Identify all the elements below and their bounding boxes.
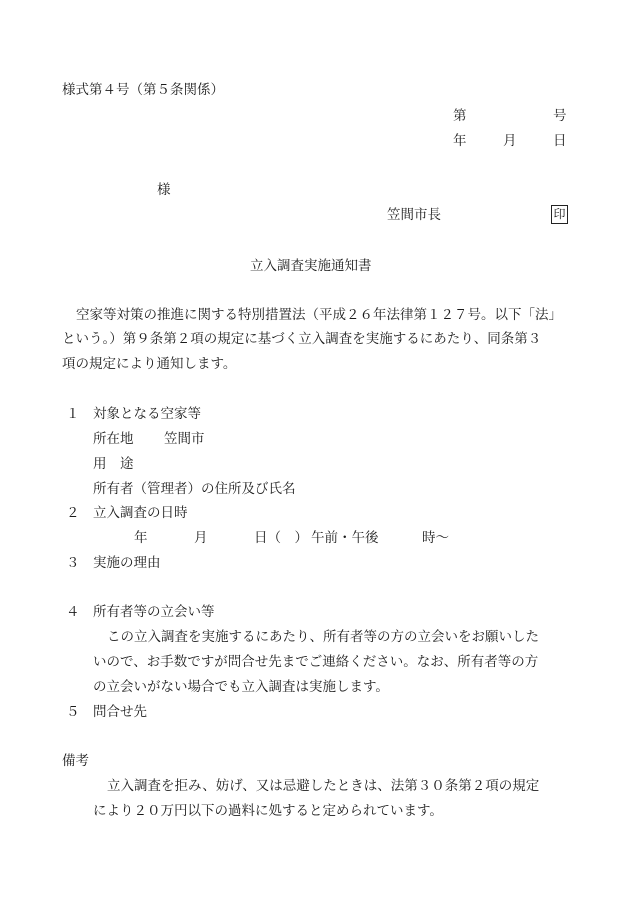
remarks-line-1: 立入調査を拒み、妨げ、又は忌避したときは、法第３０条第２項の規定 (107, 778, 540, 794)
addressee-suffix: 様 (157, 182, 171, 198)
section-4-line-1: この立入調査を実施するにあたり、所有者等の方の立会いをお願いした (107, 629, 539, 645)
section-2-heading: 立入調査の日時 (93, 505, 188, 521)
visit-month: 月 (194, 530, 208, 546)
document-title: 立入調査実施通知書 (250, 258, 372, 274)
remarks-heading: 備考 (62, 753, 89, 769)
visit-year: 年 (134, 530, 148, 546)
visit-day-weekday: 日（ ） (254, 530, 308, 546)
section-4-line-3: の立会いがない場合でも立入調査は実施します。 (93, 679, 389, 695)
owner-label: 所有者（管理者）の住所及び氏名 (93, 481, 296, 497)
section-1-number: １ (66, 406, 80, 422)
section-3-number: ３ (66, 555, 80, 571)
visit-time-from: 時～ (422, 530, 449, 546)
section-5-number: ５ (66, 704, 80, 720)
intro-line-2: という。）第９条第２項の規定に基づく立入調査を実施するにあたり、同条第３ (62, 331, 542, 347)
section-5-heading: 問合せ先 (93, 704, 147, 720)
section-4-line-2: いので、お手数ですが問合せ先までご連絡ください。なお、所有者等の方 (93, 654, 539, 670)
date-day: 日 (553, 133, 567, 149)
visit-ampm: 午前・午後 (311, 530, 379, 546)
remarks-line-2: により２０万円以下の過料に処すると定められています。 (93, 803, 443, 819)
sender-name: 笠間市長 (387, 207, 441, 223)
section-2-number: ２ (66, 505, 80, 521)
location-value: 笠間市 (164, 431, 205, 447)
use-label: 用 途 (93, 456, 134, 472)
date-year: 年 (453, 133, 467, 149)
intro-line-3: 項の規定により通知します。 (62, 356, 237, 372)
seal-mark: 印 (551, 205, 568, 224)
section-4-number: ４ (66, 604, 80, 620)
date-month: 月 (503, 133, 517, 149)
section-3-heading: 実施の理由 (93, 555, 161, 571)
form-label: 様式第４号（第５条関係） (62, 82, 224, 98)
section-4-heading: 所有者等の立会い等 (93, 604, 215, 620)
location-label: 所在地 (93, 431, 134, 447)
section-1-heading: 対象となる空家等 (93, 406, 201, 422)
intro-line-1: 空家等対策の推進に関する特別措置法（平成２６年法律第１２７号。以下「法」 (76, 307, 562, 323)
doc-number-prefix: 第 (453, 108, 467, 124)
doc-number-suffix: 号 (553, 108, 567, 124)
